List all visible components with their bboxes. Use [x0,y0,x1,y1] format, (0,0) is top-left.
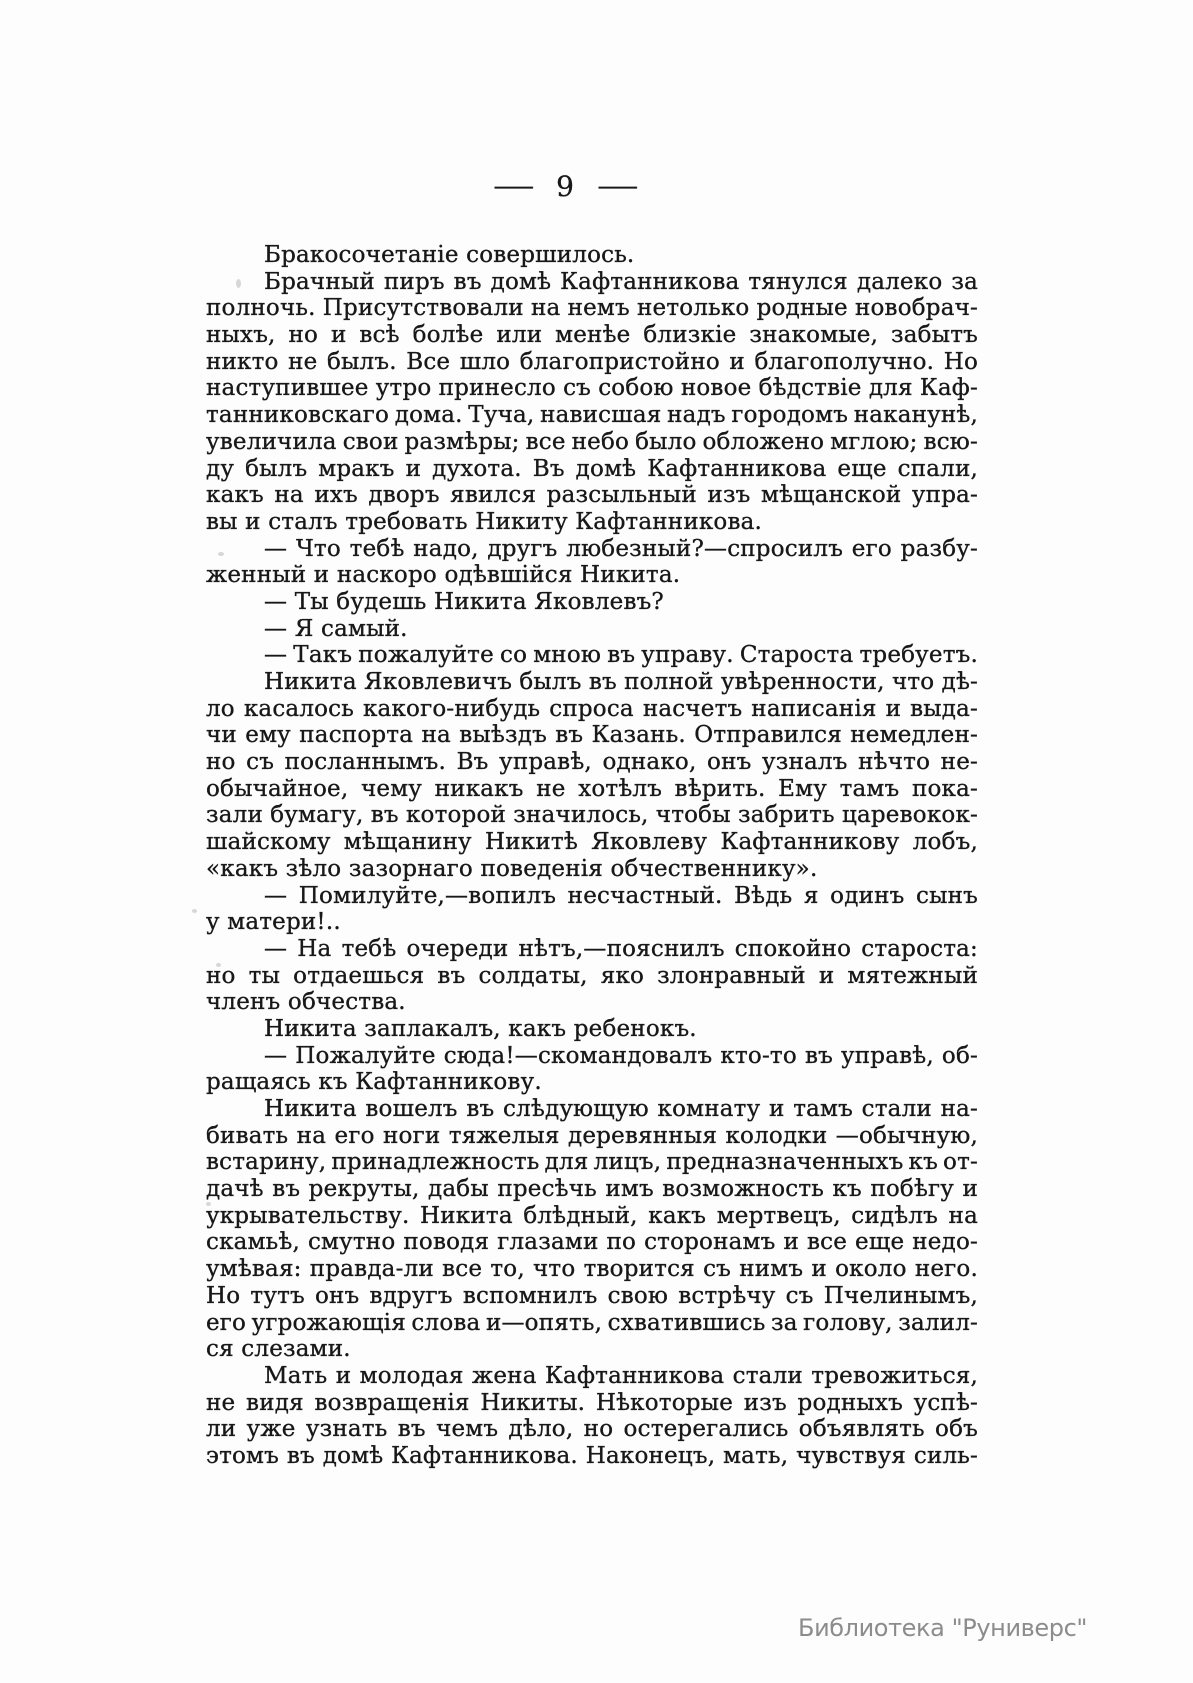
text-line: — Я самый. [264,615,408,642]
text-block [206,242,978,1470]
text-line: ся слезами. [206,1336,351,1363]
text-line: ли уже узнать въ чемъ дѣло, но остерегались объявлять объ [206,1416,978,1443]
text-line: бивать на его ноги тяжелыя деревянныя колодки —обычную, [206,1122,978,1149]
scan-speck [216,963,221,967]
library-watermark: Библиотека "Руниверс" [798,1614,1088,1642]
text-line: у матери!.. [206,909,341,936]
text-line: Мать и молодая жена Кафтанникова стали тревожиться, [264,1362,978,1389]
text-line: но ты отдаешься въ солдаты, яко злонравный и мятежный [206,962,978,989]
scan-speck [236,279,241,288]
text-line: не видя возвращенія Никиты. Нѣкоторые изъ родныхъ успѣ- [206,1389,978,1416]
text-line: Бракосочетаніе совершилось. [264,242,635,268]
text-line: но съ посланнымъ. Въ управѣ, однако, онъ узналъ нѣчто не- [206,749,978,776]
text-line: обычайное, чему никакъ не хотѣлъ вѣрить. Ему тамъ пока- [206,775,978,802]
text-line: ду былъ мракъ и духота. Въ домѣ Кафтанникова еще спали, [206,455,978,482]
text-line: ло касалось какого-нибудь спроса насчетъ написанія и выда- [206,695,978,722]
text-line: — Помилуйте,—вопилъ несчастный. Вѣдь я одинъ сынъ [264,882,978,909]
page-header [492,170,638,203]
text-line: танниковскаго дома. Туча, нависшая надъ городомъ наканунѣ, [206,402,978,429]
header-dash-right: — [596,171,638,202]
page-number: 9 [556,170,574,203]
text-line: Никита вошелъ въ слѣдующую комнату и тамъ стали на- [264,1096,978,1122]
text-line: ныхъ, но и всѣ болѣе или менѣе близкіе знакомые, забытъ [206,322,978,349]
text-line: наступившее утро принесло съ собою новое бѣдствіе для Каф- [206,375,978,402]
text-line: скамьѣ, смутно поводя глазами по сторонамъ и все еще недо- [206,1229,978,1256]
text-line: — Такъ пожалуйте со мною въ управу. Староста требуетъ. [264,642,978,669]
text-line: Никита Яковлевичъ былъ въ полной увѣренности, что дѣ- [264,669,978,695]
text-line: дачѣ въ рекруты, дабы пресѣчь имъ возможность къ побѣгу и [206,1176,978,1203]
text-line: встарину, принадлежность для лицъ, предназначенныхъ къ от- [206,1149,978,1176]
scan-speck [218,552,224,556]
text-line: ращаясь къ Кафтанникову. [206,1069,542,1096]
text-line: — Пожалуйте сюда!—скомандовалъ кто-то въ управѣ, об- [264,1042,978,1069]
text-line: — На тебѣ очереди нѣтъ,—пояснилъ спокойно староста: [264,935,978,962]
text-line: его угрожающія слова и—опять, схватившись за голову, залил- [206,1309,978,1336]
text-line: полночь. Присутствовали на немъ нетолько родные новобрач- [206,295,978,322]
text-line: Никита заплакалъ, какъ ребенокъ. [264,1015,697,1042]
text-line: женный и наскоро одѣвшійся Никита. [206,562,681,589]
text-line: зали бумагу, въ которой значилось, чтобы забрить царевокок- [206,802,978,829]
text-line: увеличила свои размѣры; все небо было обложено мглою; всю- [206,428,978,455]
text-line: Брачный пиръ въ домѣ Кафтанникова тянулся далеко за [264,268,978,295]
text-line: укрывательству. Никита блѣдный, какъ мертвецъ, сидѣлъ на [206,1202,978,1229]
text-line: умѣвая: правда-ли все то, что творится съ нимъ и около него. [206,1256,978,1283]
text-line: чи ему паспорта на выѣздъ въ Казань. Отправился немедлен- [206,722,978,749]
scan-speck [206,1202,211,1206]
text-line: вы и сталъ требовать Никиту Кафтанникова. [206,508,763,535]
header-dash-left: — [492,171,534,202]
text-line: Но тутъ онъ вдругъ вспомнилъ свою встрѣчу съ Пчелинымъ, [206,1282,978,1309]
text-line: шайскому мѣщанину Никитѣ Яковлеву Кафтанникову лобъ, [206,829,978,856]
text-line: — Что тебѣ надо, другъ любезный?—спросилъ его разбу- [264,535,978,562]
text-line: — Ты будешь Никита Яковлевъ? [264,588,664,615]
text-line: никто не былъ. Все шло благопристойно и благополучно. Но [206,348,978,375]
scan-speck [192,909,197,913]
text-line: «какъ зѣло зазорнаго поведенія обчественнику». [206,855,818,882]
text-line: членъ обчества. [206,989,406,1016]
text-line: этомъ въ домѣ Кафтанникова. Наконецъ, мать, чувствуя силь- [206,1442,978,1469]
text-line: какъ на ихъ дворъ явился разсыльный изъ мѣщанской упра- [206,482,978,509]
